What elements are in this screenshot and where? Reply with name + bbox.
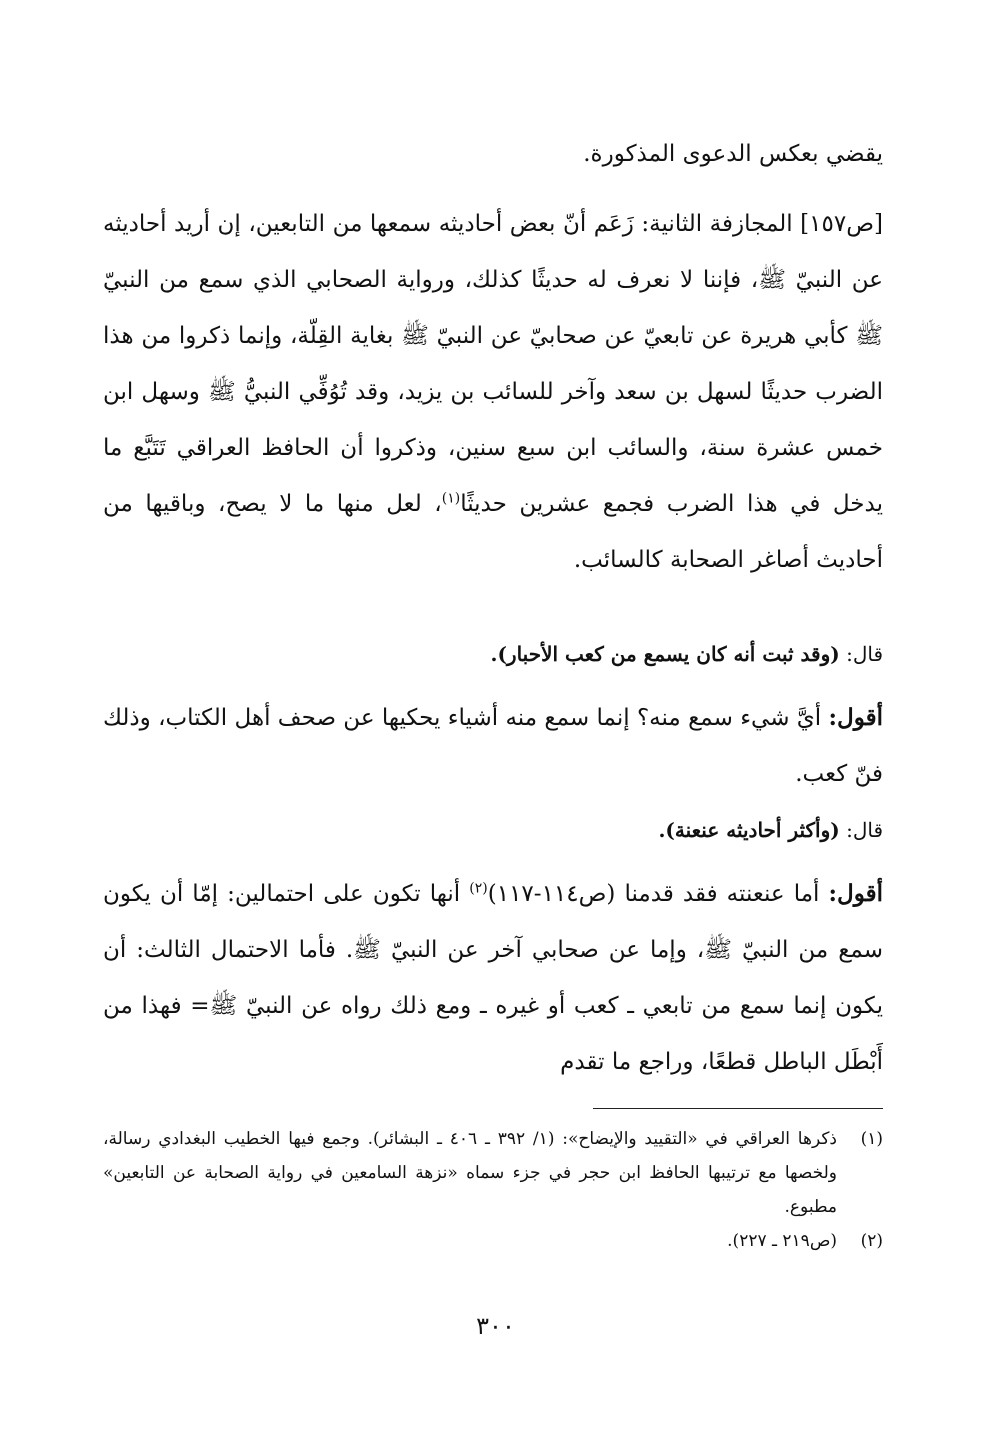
quote-text: (وأكثر أحاديثه عنعنة). (658, 818, 840, 842)
footnote-text: (ص٢١٩ ـ ٢٢٧). (727, 1231, 837, 1251)
quote-text: (وقد ثبت أنه كان يسمع من كعب الأحبار). (490, 642, 840, 666)
quote-prefix: قال: (839, 818, 883, 842)
opening-line (103, 126, 883, 182)
paragraph-text (103, 690, 883, 802)
reply-text-start: أما عنعنته فقد قدمنا (ص١١٤-١١٧) (487, 881, 829, 907)
reply-paragraph (103, 690, 883, 802)
footnote-number: (١) (860, 1129, 883, 1149)
footnote-divider (593, 1108, 883, 1109)
footnote-item (103, 1224, 883, 1258)
reply-text: أيَّ شيء سمع منه؟ إنما سمع منه أشياء يحكيها عن صحف أهل الكتاب، وذلك فنّ كعب. (103, 705, 883, 787)
reply-keyword: أقول: (828, 704, 883, 731)
main-paragraph (103, 196, 883, 588)
footnote-item (103, 1122, 883, 1224)
paragraph-body: [ص١٥٧] المجازفة الثانية: زَعَم أنّ بعض أحاديثه سمعها من التابعين، إن أريد أحاديثه عن النبيّ ﷺ، فإننا لا نعرف له حديثًا كذلك، ورواية الصحابي الذي سمع من النبيّ ﷺ كأبي هريرة عن تابعيّ عن صحابيّ عن النبيّ ﷺ بغاية القِلّة، وإنما ذكروا من هذا الضرب حديثًا لسهل بن سعد وآخر للسائب بن يزيد، وقد تُوُفِّي النبيُّ ﷺ وسهل ابن خمس عشرة سنة، والسائب ابن سبع سنين، وذكروا أن الحافظ العراقي تَتَبَّع ما يدخل في هذا الضرب فجمع عشرين حديثًا (103, 211, 883, 517)
footnotes-section (103, 1122, 883, 1258)
quote-block (103, 634, 883, 674)
footnote-text: ذكرها العراقي في «التقييد والإيضاح»: (١/ ٣٩٢ ـ ٤٠٦ ـ البشائر). وجمع فيها الخطيب البغدادي رسالة، ولخصها مع ترتيبها الحافظ ابن حجر في جزء سماه «نزهة السامعين في رواية الصحابة عن التابعين» مطبوع. (103, 1129, 837, 1217)
reply-text-end: أنها تكون على احتمالين: إمّا أن يكون سمع من النبيّ ﷺ، وإما عن صحابي آخر عن النبيّ ﷺ. فأما الاحتمال الثالث: أن يكون إنما سمع من تابعي ـ كعب أو غيره ـ ومع ذلك رواه عن النبيّ ﷺ= فهذا من أَبْطَل الباطل قطعًا، وراجع ما تقدم (103, 881, 883, 1075)
quote-block (103, 810, 883, 850)
reply-paragraph (103, 866, 883, 1090)
page-number: ٣٠٠ (476, 1312, 515, 1340)
paragraph-text (103, 196, 883, 588)
footnote-ref-1[interactable]: (١) (441, 490, 461, 507)
paragraph-text (103, 866, 883, 1090)
paragraph-tail: ، لعل منها ما لا يصح، وباقيها من أحاديث أصاغر الصحابة كالسائب. (103, 491, 883, 573)
footnote-ref-2[interactable]: (٢) (469, 880, 488, 897)
reply-keyword: أقول: (828, 880, 883, 907)
quote-prefix: قال: (839, 642, 883, 666)
footnote-number: (٢) (860, 1231, 883, 1251)
paragraph-text: يقضي بعكس الدعوى المذكورة. (583, 141, 883, 167)
